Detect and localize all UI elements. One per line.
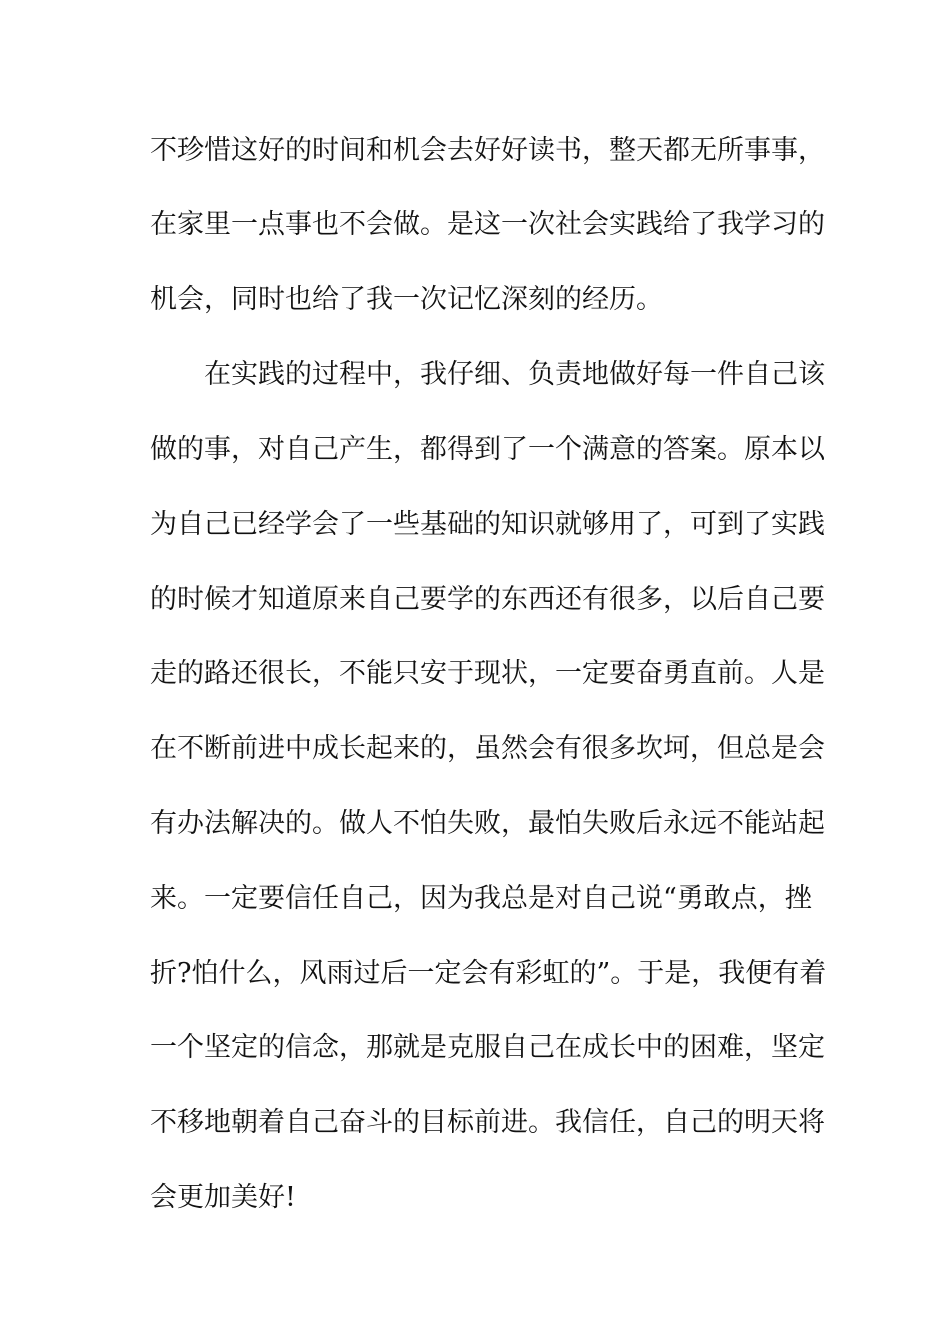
text-line-15: 会更加美好! — [150, 1182, 296, 1213]
text-line-6: 为自己已经学会了一些基础的知识就够用了，可到了实践 — [150, 509, 825, 540]
text-line-3: 机会，同时也给了我一次记忆深刻的经历。 — [150, 284, 663, 315]
text-line-9: 在不断前进中成长起来的，虽然会有很多坎坷，但总是会 — [150, 733, 825, 764]
paragraph-start-line: 在实践的过程中，我仔细、负责地做好每一件自己该 — [204, 359, 825, 390]
text-line-8: 走的路还很长，不能只安于现状，一定要奋勇直前。人是 — [150, 658, 825, 689]
text-line-11: 来。一定要信任自己，因为我总是对自己说“勇敢点，挫 — [150, 883, 812, 914]
text-line-10: 有办法解决的。做人不怕失败，最怕失败后永远不能站起 — [150, 808, 825, 839]
text-line-13: 一个坚定的信念，那就是克服自己在成长中的困难，坚定 — [150, 1032, 825, 1063]
text-line-5: 做的事，对自己产生，都得到了一个满意的答案。原本以 — [150, 434, 825, 465]
text-line-14: 不移地朝着自己奋斗的目标前进。我信任，自己的明天将 — [150, 1107, 825, 1138]
text-line-2: 在家里一点事也不会做。是这一次社会实践给了我学习的 — [150, 209, 825, 240]
text-line-1: 不珍惜这好的时间和机会去好好读书，整天都无所事事， — [150, 135, 825, 166]
text-line-7: 的时候才知道原来自己要学的东西还有很多，以后自己要 — [150, 584, 825, 615]
text-line-12: 折?怕什么，风雨过后一定会有彩虹的”。于是，我便有着 — [150, 958, 827, 989]
